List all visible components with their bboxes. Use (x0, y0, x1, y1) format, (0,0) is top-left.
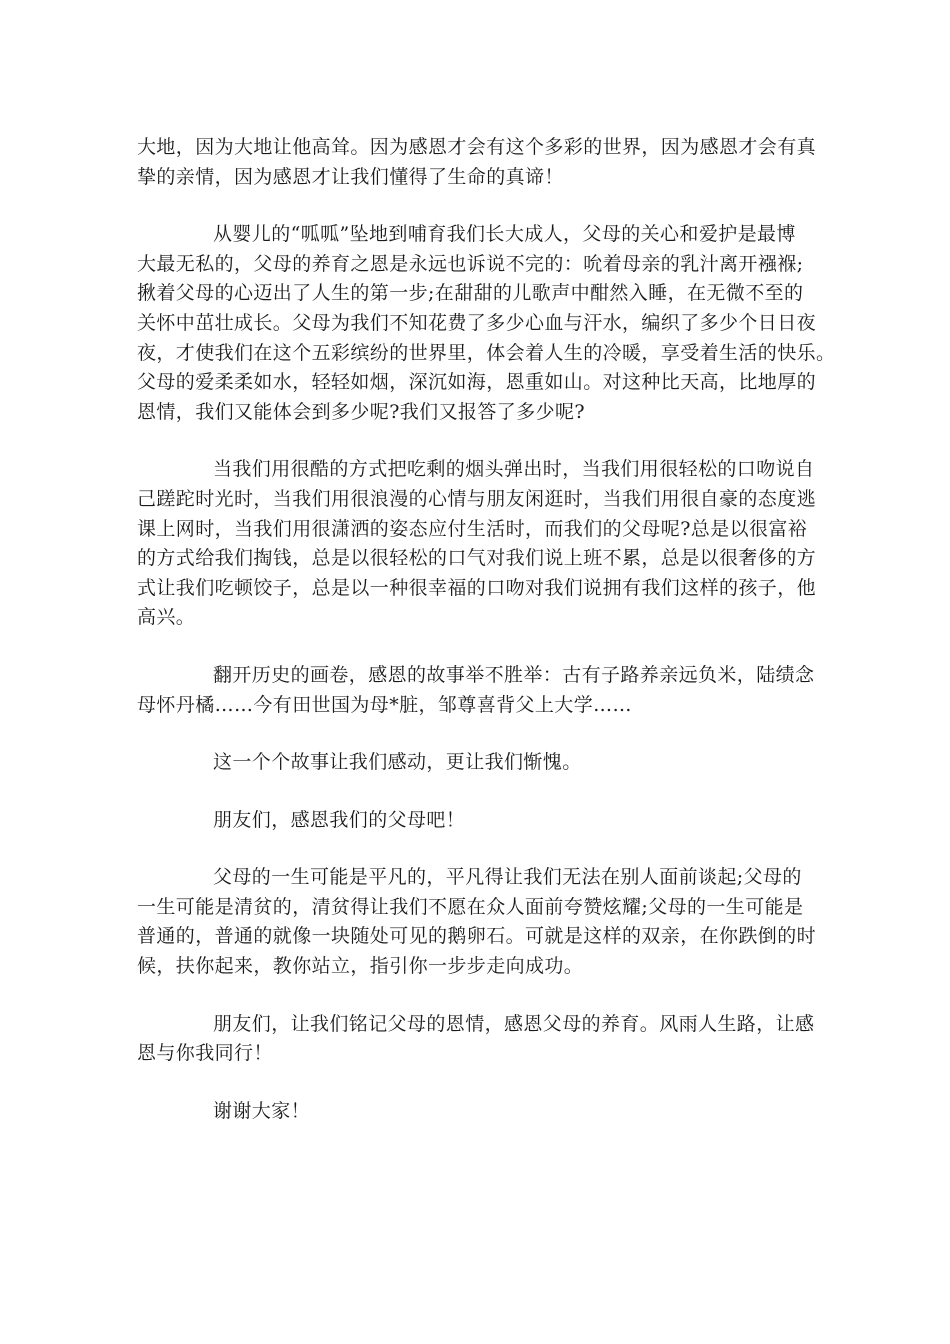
text-line: 式让我们吃顿饺子，总是以一种很幸福的口吻对我们说拥有我们这样的孩子，他 (137, 576, 817, 599)
text-line: 母怀丹橘……今有田世国为母*脏，邹尊喜背父上大学…… (137, 693, 632, 716)
text-line: 谢谢大家！ (213, 1099, 311, 1122)
paragraph-2 (137, 220, 836, 427)
text-line: 的方式给我们掏钱，总是以很轻松的口气对我们说上班不累，总是以很奢侈的方 (137, 547, 817, 570)
paragraph-1 (137, 133, 817, 192)
text-line: 一生可能是清贫的，清贫得让我们不愿在众人面前夸赞炫耀;父母的一生可能是 (137, 895, 804, 918)
text-line: 父母的一生可能是平凡的，平凡得让我们无法在别人面前谈起;父母的 (213, 866, 802, 889)
text-line: 恩情，我们又能体会到多少呢?我们又报答了多少呢? (137, 400, 585, 423)
paragraph-9 (137, 1097, 809, 1127)
text-line: 高兴。 (137, 606, 196, 629)
text-line: 课上网时，当我们用很潇洒的姿态应付生活时，而我们的父母呢?总是以很富裕 (137, 517, 808, 540)
text-line: 当我们用很酷的方式把吃剩的烟头弹出时，当我们用很轻松的口吻说自 (213, 458, 815, 481)
text-line: 挚的亲情，因为感恩才让我们懂得了生命的真谛！ (137, 165, 564, 188)
text-line: 朋友们，让我们铭记父母的恩情，感恩父母的养育。风雨人生路，让感 (213, 1012, 815, 1035)
document-page (137, 133, 836, 1126)
text-line: 从婴儿的“呱呱”坠地到哺育我们长大成人，父母的关心和爱护是最博 (213, 223, 796, 246)
paragraph-7 (137, 863, 817, 981)
paragraph-8 (137, 1010, 815, 1069)
paragraph-3 (137, 455, 817, 633)
text-line: 夜，才使我们在这个五彩缤纷的世界里，体会着人生的冷暖，享受着生活的快乐。 (137, 341, 836, 364)
paragraph-5 (137, 748, 809, 778)
text-line: 这一个个故事让我们感动，更让我们惭愧。 (213, 751, 582, 774)
paragraph-6 (137, 806, 809, 836)
text-line: 朋友们，感恩我们的父母吧！ (213, 808, 466, 831)
paragraph-4 (137, 661, 815, 720)
text-line: 己蹉跎时光时，当我们用很浪漫的心情与朋友闲逛时，当我们用很自豪的态度逃 (137, 487, 817, 510)
text-line: 普通的，普通的就像一块随处可见的鹅卵石。可就是这样的双亲，在你跌倒的时 (137, 925, 817, 948)
text-line: 父母的爱柔柔如水，轻轻如烟，深沉如海，恩重如山。对这种比天高，比地厚的 (137, 371, 817, 394)
text-line: 恩与你我同行！ (137, 1042, 273, 1065)
text-line: 关怀中茁壮成长。父母为我们不知花费了多少心血与汗水，编织了多少个日日夜 (137, 311, 817, 334)
text-line: 大最无私的，父母的养育之恩是永远也诉说不完的：吮着母亲的乳汁离开襁褓; (137, 252, 804, 275)
text-line: 揪着父母的心迈出了人生的第一步;在甜甜的儿歌声中酣然入睡，在无微不至的 (137, 282, 804, 305)
text-line: 大地，因为大地让他高耸。因为感恩才会有这个多彩的世界，因为感恩才会有真 (137, 136, 817, 158)
text-line: 候，扶你起来，教你站立，指引你一步步走向成功。 (137, 955, 584, 978)
text-line: 翻开历史的画卷，感恩的故事举不胜举：古有子路养亲远负米，陆绩念 (213, 663, 815, 686)
